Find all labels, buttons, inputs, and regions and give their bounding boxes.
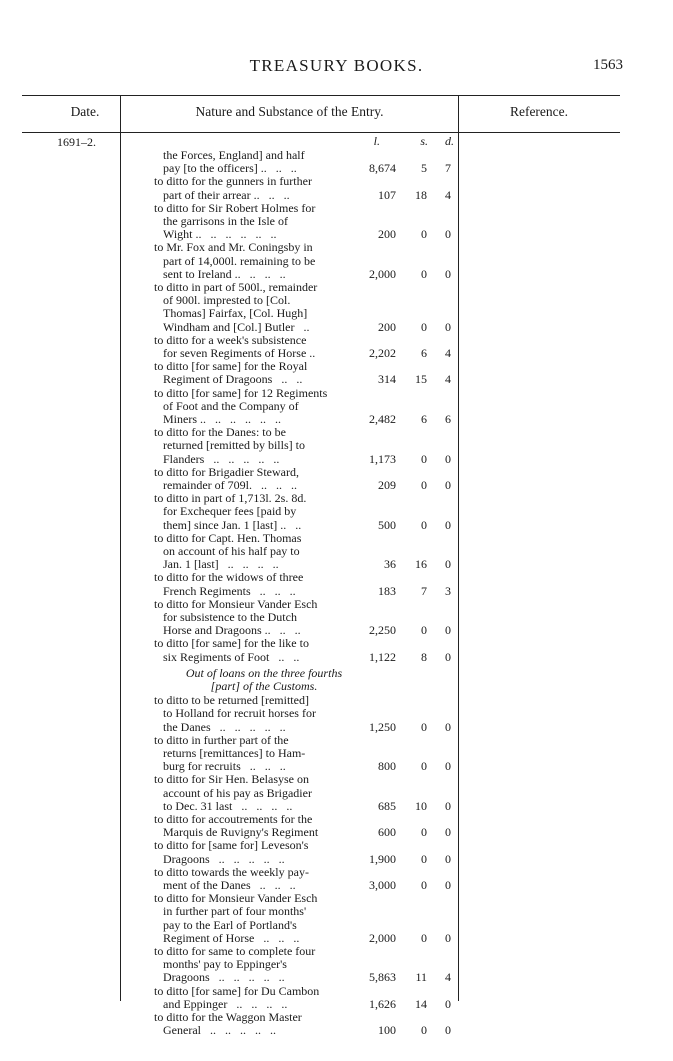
- amount-pounds: 200: [378, 319, 396, 334]
- entry-text-line: to Mr. Fox and Mr. Coningsby in: [154, 240, 313, 255]
- amount-pence: 0: [445, 798, 451, 813]
- amount-shillings: 0: [421, 451, 427, 466]
- amount-pence: 6: [445, 411, 451, 426]
- amount-pounds: 1,173: [369, 451, 396, 466]
- entry-text-line: six Regiments of Foot .. ..: [163, 649, 300, 664]
- amount-pounds: 183: [378, 583, 396, 598]
- amount-pence: 0: [445, 930, 451, 945]
- entry-text-line: Regiment of Dragoons .. ..: [163, 372, 303, 387]
- entry-text-line: pay [to the officers] .. .. ..: [163, 161, 297, 176]
- ledger-entry: [154, 387, 454, 427]
- amount-shillings: 10: [415, 798, 427, 813]
- entry-text-line: to ditto in further part of the: [154, 732, 289, 747]
- entry-text-line: the garrisons in the Isle of: [163, 213, 288, 228]
- amount-pence: 0: [445, 996, 451, 1011]
- entry-text-line: for Exchequer fees [paid by: [163, 504, 297, 519]
- entry-text-line: burg for recruits .. .. ..: [163, 759, 286, 774]
- amount-pence: 0: [445, 319, 451, 334]
- entry-text-line: on account of his half pay to: [163, 543, 300, 558]
- amount-shillings: 0: [421, 877, 427, 892]
- column-header-date: Date.: [70, 104, 100, 119]
- amount-pounds: 2,202: [369, 345, 396, 360]
- amount-shillings: 0: [421, 266, 427, 281]
- entry-text-line: the Danes .. .. .. .. ..: [163, 719, 286, 734]
- amount-pounds: 500: [378, 517, 396, 532]
- entry-text-line: Flanders .. .. .. .. ..: [163, 451, 280, 466]
- amount-pence: 0: [445, 451, 451, 466]
- entry-text-line: to ditto for Brigadier Steward,: [154, 464, 299, 479]
- amount-pounds: 5,863: [369, 970, 396, 985]
- amount-shillings: 16: [415, 557, 427, 572]
- entry-text-line: to Holland for recruit horses for: [163, 706, 316, 721]
- amount-pence: 0: [445, 759, 451, 774]
- section-title-line: Out of loans on the three fourths: [185, 665, 343, 680]
- amount-pence: 0: [445, 477, 451, 492]
- entry-text-line: Wight .. .. .. .. .. ..: [163, 227, 277, 242]
- entry-text-line: to ditto for a week's subsistence: [154, 332, 307, 347]
- amount-shillings: 0: [421, 719, 427, 734]
- ledger-entry: [154, 773, 454, 813]
- amount-pounds: 600: [378, 825, 396, 840]
- entry-text-line: General .. .. .. .. ..: [163, 1023, 276, 1038]
- entry-text-line: to ditto [for same] for the like to: [154, 636, 309, 651]
- date-column-divider: [120, 96, 121, 1001]
- amount-pence: 4: [445, 345, 451, 360]
- entry-text-line: to ditto in part of 500l., remainder: [154, 280, 318, 294]
- amount-pounds: 100: [378, 1023, 396, 1038]
- amount-pounds: 2,250: [369, 623, 396, 638]
- entry-text-line: to ditto to be returned [remitted]: [154, 693, 309, 708]
- amount-pounds: 3,000: [369, 877, 396, 892]
- ledger-entry: [154, 839, 454, 865]
- entry-text-line: months' pay to Eppinger's: [163, 957, 287, 972]
- unit-shillings: s.: [420, 134, 428, 148]
- column-header-nature: Nature and Substance of the Entry.: [195, 104, 384, 119]
- amount-shillings: 18: [415, 187, 427, 202]
- entry-text-line: Windham and [Col.] Butler ..: [163, 319, 310, 334]
- entry-text-line: Dragoons .. .. .. .. ..: [163, 851, 285, 866]
- amount-shillings: 6: [421, 345, 427, 360]
- entry-text-line: to ditto for Monsieur Vander Esch: [154, 891, 318, 906]
- currency-units: [154, 135, 454, 148]
- amount-shillings: 5: [421, 161, 427, 176]
- entry-text-line: Dragoons .. .. .. .. ..: [163, 970, 285, 985]
- amount-pence: 0: [445, 719, 451, 734]
- amount-pence: 0: [445, 517, 451, 532]
- entry-text-line: Marquis de Ruvigny's Regiment: [163, 825, 319, 840]
- entry-text-line: the Forces, England] and half: [163, 148, 305, 162]
- entry-text-line: pay to the Earl of Portland's: [163, 917, 297, 932]
- unit-pence: d.: [445, 134, 454, 148]
- amount-shillings: 0: [421, 851, 427, 866]
- header-rule: [22, 132, 620, 133]
- entry-text-line: to ditto for the Waggon Master: [154, 1010, 302, 1024]
- amount-pence: 0: [445, 557, 451, 572]
- amount-pounds: 8,674: [369, 161, 396, 176]
- amount-pence: 0: [445, 825, 451, 840]
- entry-text-line: to ditto for the widows of three: [154, 570, 304, 585]
- entry-text-line: returned [remitted by bills] to: [163, 438, 305, 453]
- ledger-entry: [154, 598, 454, 638]
- amount-shillings: 8: [421, 649, 427, 664]
- amount-pounds: 107: [378, 187, 396, 202]
- entry-text-line: Regiment of Horse .. .. ..: [163, 930, 300, 945]
- amount-pence: 0: [445, 877, 451, 892]
- amount-pounds: 2,000: [369, 930, 396, 945]
- ledger-entry: [154, 360, 454, 386]
- ledger-entry: [154, 492, 454, 532]
- entry-text-line: in further part of four months': [163, 904, 307, 919]
- amount-pounds: 209: [378, 477, 396, 492]
- ledger-entry: [154, 532, 454, 572]
- entry-text-line: to Dec. 31 last .. .. .. ..: [163, 798, 293, 813]
- entry-text-line: and Eppinger .. .. .. ..: [163, 996, 288, 1011]
- amount-pence: 0: [445, 266, 451, 281]
- entry-text-line: returns [remittances] to Ham-: [163, 745, 306, 760]
- ledger-entry: [154, 571, 454, 597]
- amount-pence: 7: [445, 161, 451, 176]
- running-head: TREASURY BOOKS.: [249, 56, 424, 75]
- amount-pence: 0: [445, 227, 451, 242]
- amount-shillings: 14: [415, 996, 427, 1011]
- ledger-entry: [154, 175, 454, 201]
- ledger-entry: [154, 281, 454, 334]
- entry-text-line: part of their arrear .. .. ..: [163, 187, 290, 202]
- entry-text-line: to ditto for same to complete four: [154, 944, 316, 958]
- amount-pounds: 200: [378, 227, 396, 242]
- entry-text-line: them] since Jan. 1 [last] .. ..: [163, 517, 302, 532]
- ledger-entry: [154, 985, 454, 1011]
- entry-text-line: for seven Regiments of Horse ..: [163, 345, 316, 360]
- amount-pence: 0: [445, 649, 451, 664]
- ledger-entry: [154, 637, 454, 663]
- entry-text-line: to ditto for Monsieur Vander Esch: [154, 596, 318, 611]
- entry-text-line: to ditto in part of 1,713l. 2s. 8d.: [154, 491, 307, 506]
- ledger-entry: [154, 426, 454, 466]
- amount-pence: 3: [445, 583, 451, 598]
- amount-shillings: 0: [421, 227, 427, 242]
- amount-pence: 4: [445, 187, 451, 202]
- amount-pounds: 685: [378, 798, 396, 813]
- entry-text-line: to ditto [for same] for the Royal: [154, 359, 308, 374]
- amount-pounds: 1,250: [369, 719, 396, 734]
- amount-pence: 0: [445, 623, 451, 638]
- amount-pence: 4: [445, 970, 451, 985]
- ledger-entry: [154, 202, 454, 242]
- ledger-entry: [154, 945, 454, 985]
- amount-pence: 0: [445, 851, 451, 866]
- entry-text-line: remainder of 709l. .. .. ..: [163, 477, 297, 492]
- amount-shillings: 15: [415, 372, 427, 387]
- entry-text-line: to ditto [for same] for Du Cambon: [154, 983, 320, 998]
- page-number: 1563: [593, 57, 623, 73]
- entry-text-line: for subsistence to the Dutch: [163, 609, 297, 624]
- entry-text-line: to ditto for Sir Hen. Belasyse on: [154, 772, 309, 787]
- amount-pounds: 800: [378, 759, 396, 774]
- ledger-entry: [154, 466, 454, 492]
- entry-text-line: Horse and Dragoons .. .. ..: [163, 623, 301, 638]
- entry-text-line: part of 14,000l. remaining to be: [163, 253, 316, 268]
- entry-text-line: Thomas] Fairfax, [Col. Hugh]: [163, 306, 308, 321]
- entry-text-line: to ditto for [same for] Leveson's: [154, 838, 309, 853]
- unit-pounds: l.: [373, 134, 380, 148]
- ledger-entry: [154, 149, 454, 175]
- amount-shillings: 0: [421, 1023, 427, 1038]
- amount-pounds: 314: [378, 372, 396, 387]
- amount-pounds: 2,000: [369, 266, 396, 281]
- amount-pence: 4: [445, 372, 451, 387]
- ledger-entry: [154, 892, 454, 945]
- entry-text-line: to ditto for accoutrements for the: [154, 812, 313, 826]
- amount-shillings: 0: [421, 930, 427, 945]
- ledger-entry: [154, 813, 454, 839]
- entry-text-line: to ditto for the Danes: to be: [154, 425, 286, 440]
- amount-pounds: 1,900: [369, 851, 396, 866]
- top-rule: [22, 95, 620, 96]
- ledger-entry: [154, 241, 454, 281]
- ledger-entry: [154, 734, 454, 774]
- entry-text-line: account of his pay as Brigadier: [163, 785, 312, 800]
- amount-shillings: 0: [421, 477, 427, 492]
- entry-text-line: of 900l. imprested to [Col.: [163, 293, 291, 308]
- reference-column-divider: [458, 96, 459, 1001]
- ledger-entry: [154, 866, 454, 892]
- section-title: [154, 667, 374, 693]
- amount-shillings: 0: [421, 517, 427, 532]
- amount-shillings: 0: [421, 623, 427, 638]
- entry-text-line: sent to Ireland .. .. .. ..: [163, 266, 286, 281]
- entry-text-line: ment of the Danes .. .. ..: [163, 877, 296, 892]
- amount-shillings: 7: [421, 583, 427, 598]
- entry-text-line: Miners .. .. .. .. .. ..: [163, 411, 281, 426]
- amount-pence: 0: [445, 1023, 451, 1038]
- entry-text-line: to ditto for the gunners in further: [154, 174, 312, 189]
- amount-pounds: 1,122: [369, 649, 396, 664]
- ledger-entry: [154, 1011, 454, 1037]
- entry-text-line: Jan. 1 [last] .. .. .. ..: [163, 557, 279, 572]
- section-title-line: [part] of the Customs.: [210, 678, 318, 693]
- amount-pounds: 36: [384, 557, 396, 572]
- amount-shillings: 11: [415, 970, 427, 985]
- year-label: 1691–2.: [57, 135, 96, 149]
- ledger-entry: [154, 694, 454, 734]
- entry-text-line: of Foot and the Company of: [163, 398, 299, 413]
- page-header: [0, 56, 673, 80]
- entry-text-line: French Regiments .. .. ..: [163, 583, 296, 598]
- entry-text-line: to ditto [for same] for 12 Regiments: [154, 385, 328, 400]
- entry-text-line: to ditto for Capt. Hen. Thomas: [154, 530, 302, 545]
- amount-pounds: 1,626: [369, 996, 396, 1011]
- amount-shillings: 0: [421, 319, 427, 334]
- column-header-reference: Reference.: [509, 104, 569, 119]
- amount-pounds: 2,482: [369, 411, 396, 426]
- amount-shillings: 6: [421, 411, 427, 426]
- entry-text-line: to ditto for Sir Robert Holmes for: [154, 200, 316, 215]
- ledger-entry: [154, 334, 454, 360]
- amount-shillings: 0: [421, 825, 427, 840]
- amount-shillings: 0: [421, 759, 427, 774]
- entry-text-line: to ditto towards the weekly pay-: [154, 864, 309, 879]
